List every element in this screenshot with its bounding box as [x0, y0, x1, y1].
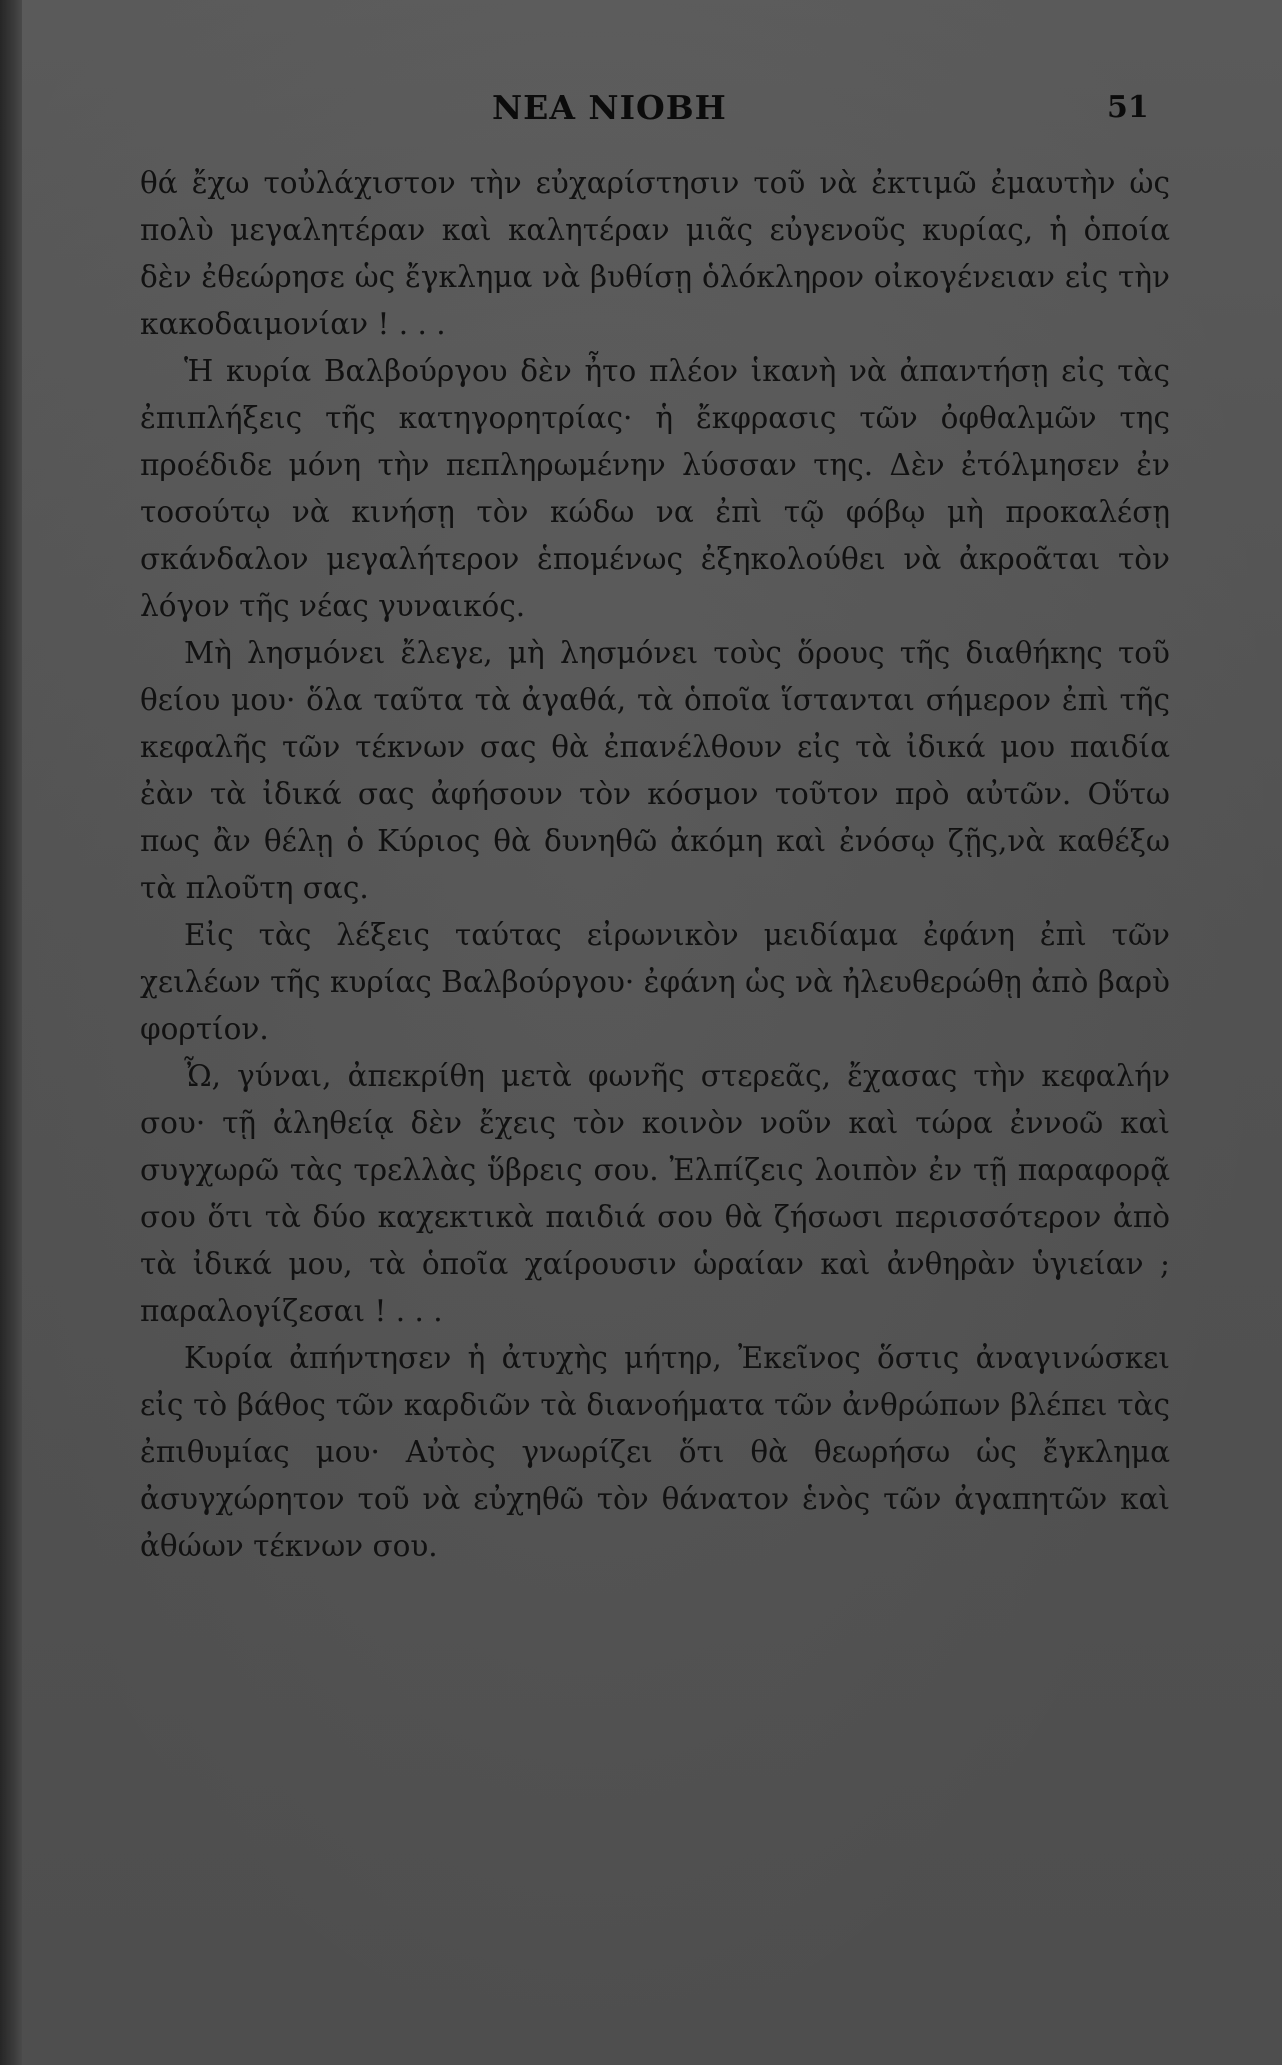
paragraph: Εἰς τὰς λέξεις ταύτας εἰρωνικὸν μειδίαμα ἐφάνη ἐπὶ τῶν χειλέων τῆς κυρίας Βαλβούργου· ἐφάνη ὡς νὰ ἠλευθερώθῃ ἀπὸ βαρὺ φορτίον. — [140, 918, 1170, 1046]
page-number: 51 — [1107, 90, 1149, 125]
body-text — [140, 160, 1170, 1570]
page-header — [22, 88, 1282, 148]
paragraph: Ἡ κυρία Βαλβούργου δὲν ἦτο πλέον ἱκανὴ νὰ ἀπαντήσῃ εἰς τὰς ἐπιπλήξεις τῆς κατηγορητρίας· ἡ ἔκφρασις τῶν ὀφθαλμῶν της προέδιδε μόνη τὴν πεπληρωμένην λύσσαν της. Δὲν ἐτόλμησεν ἐν τοσούτῳ νὰ κινήσῃ τὸν κώδω να ἐπὶ τῷ φόβῳ μὴ προκαλέσῃ σκάνδαλον μεγαλήτερον ἑπομένως ἐξηκολούθει νὰ ἀκροᾶται τὸν λόγον τῆς νέας γυναικός. — [140, 354, 1170, 623]
paragraph: Κυρία ἀπήντησεν ἡ ἀτυχὴς μήτηρ, Ἐκεῖνος ὅστις ἀναγινώσκει εἰς τὸ βάθος τῶν καρδιῶν τὰ διανοήματα τῶν ἀνθρώπων βλέπει τὰς ἐπιθυμίας μου· Αὐτὸς γνωρίζει ὅτι θὰ θεωρήσω ὡς ἔγκλημα ἀσυγχώρητον τοῦ νὰ εὐχηθῶ τὸν θάνατον ἑνὸς τῶν ἀγαπητῶν καὶ ἀθώων τέκνων σου. — [140, 1341, 1170, 1563]
paragraph: Ὦ, γύναι, ἀπεκρίθη μετὰ φωνῆς στερεᾶς, ἔχασας τὴν κεφαλήν σου· τῇ ἀληθείᾳ δὲν ἔχεις τὸν κοινὸν νοῦν καὶ τώρα ἐννοῶ καὶ συγχωρῶ τὰς τρελλὰς ὕβρεις σου. Ἐλπίζεις λοιπὸν ἐν τῇ παραφορᾷ σου ὅτι τὰ δύο καχεκτικὰ παιδιά σου θὰ ζήσωσι περισσότερον ἀπὸ τὰ ἰδικά μου, τὰ ὁποῖα χαίρουσιν ὡραίαν καὶ ἀνθηρὰν ὑγιείαν ; παραλογίζεσαι ! . . . — [140, 1059, 1170, 1328]
paragraph: Μὴ λησμόνει ἔλεγε, μὴ λησμόνει τοὺς ὅρους τῆς διαθήκης τοῦ θείου μου· ὅλα ταῦτα τὰ ἀγαθά, τὰ ὁποῖα ἵστανται σήμερον ἐπὶ τῆς κεφαλῆς τῶν τέκνων σας θὰ ἐπανέλθουν εἰς τὰ ἰδικά μου παιδία ἐὰν τὰ ἰδικά σας ἀφήσουν τὸν κόσμον τοῦτον πρὸ αὐτῶν. Οὕτω πως ἂν θέλῃ ὁ Κύριος θὰ δυνηθῶ ἀκόμη καὶ ἐνόσῳ ζῇς,νὰ καθέξω τὰ πλοῦτη σας. — [140, 636, 1170, 905]
book-page — [22, 0, 1282, 2065]
scan-dark-edge — [0, 0, 22, 2065]
running-title: ΝΕΑ ΝΙΟΒΗ — [492, 88, 727, 127]
paragraph-continuation: θά ἔχω τοὐλάχιστον τὴν εὐχαρίστησιν τοῦ νὰ ἐκτιμῶ ἐμαυτὴν ὡς πολὺ μεγαλητέραν καὶ καλητέραν μιᾶς εὐγενοῦς κυρίας, ἡ ὁποία δὲν ἐθεώρησε ὡς ἔγκλημα νὰ βυθίσῃ ὁλόκληρον οἰκογένειαν εἰς τὴν κακοδαιμονίαν ! . . . — [140, 166, 1170, 341]
